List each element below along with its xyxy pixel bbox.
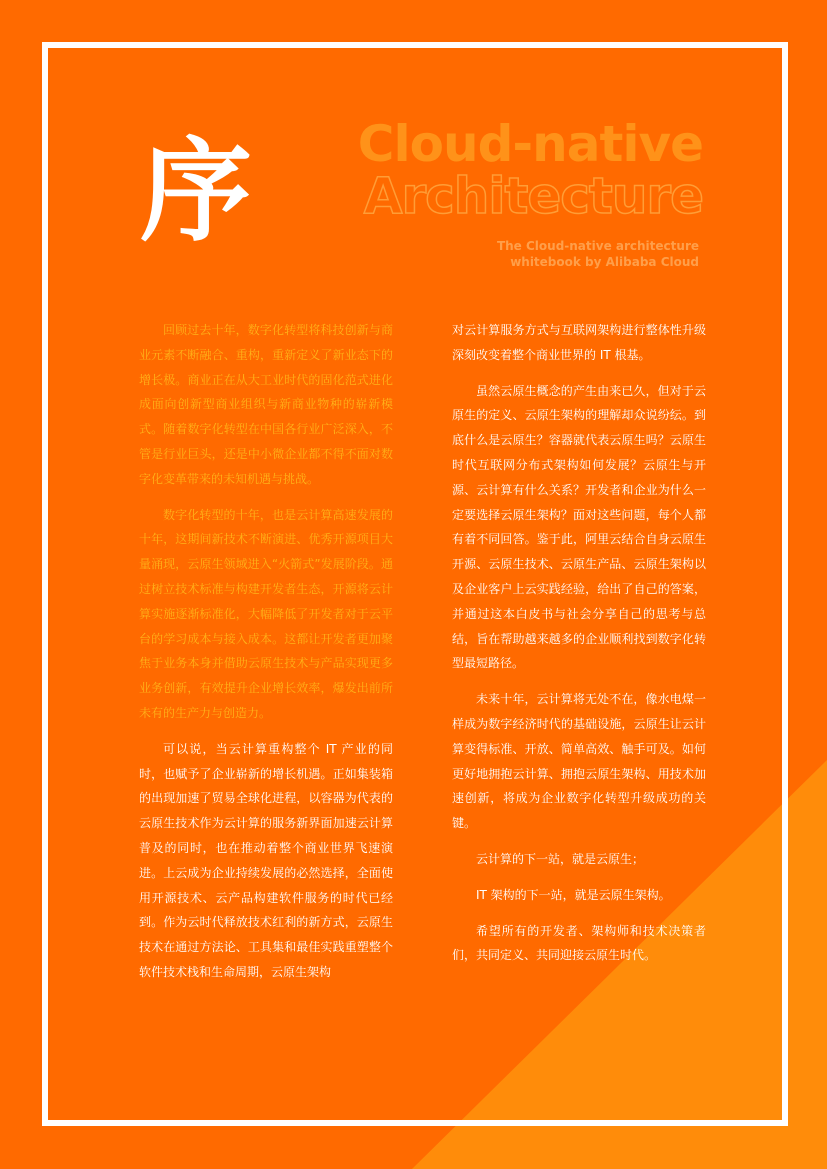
- right-paragraph-4: IT 架构的下一站，就是云原生架构。: [476, 887, 671, 902]
- english-title-line-1: Cloud-native: [357, 115, 703, 173]
- left-text-column: [139, 318, 393, 996]
- left-paragraph-2: 数字化转型的十年，也是云计算高速发展的十年，这期间新技术不断演进、优秀开源项目大量涌现，云原生领域进入“火箭式”发展阶段。通过树立技术标准与构建开发者生态，开源将云计算实施逐渐标准化，大幅降低了开发者对于云平台的学习成本与接入成本。这都让开发者更加聚焦于业务本身并借助云原生技术与产品实现更多业务创新，有效提升企业增长效率，爆发出前所未有的生产力与创造力。: [139, 507, 393, 720]
- english-subtitle-line-2: whitebook by Alibaba Cloud: [510, 255, 699, 269]
- chapter-title-char: 序: [140, 127, 252, 257]
- right-paragraph-5: 希望所有的开发者、架构师和技术决策者们，共同定义、共同迎接云原生时代。: [452, 923, 706, 963]
- right-paragraph-3: 云计算的下一站，就是云原生；: [476, 851, 645, 866]
- right-paragraph-2: 未来十年，云计算将无处不在，像水电煤一样成为数字经济时代的基础设施，云原生让云计算变得标准、开放、简单高效、触手可及。如何更好地拥抱云计算、拥抱云原生架构、用技术加速创新，将成为企业数字化转型升级成功的关键。: [452, 692, 706, 831]
- right-text-column: [452, 318, 706, 979]
- english-subtitle: [497, 238, 699, 270]
- right-paragraph-1: 虽然云原生概念的产生由来已久，但对于云原生的定义、云原生架构的理解却众说纷纭。到底什么是云原生？容器就代表云原生吗？云原生时代互联网分布式架构如何发展？云原生与开源、云计算有什么关系？开发者和企业为什么一定要选择云原生架构？面对这些问题，每个人都有着不同回答。鉴于此，阿里云结合自身云原生开源、云原生技术、云原生产品、云原生架构以及企业客户上云实践经验，给出了自己的答案，并通过这本白皮书与社会分享自己的思考与总结，旨在帮助越来越多的企业顺利找到数字化转型最短路径。: [452, 383, 706, 671]
- left-paragraph-1: 回顾过去十年，数字化转型将科技创新与商业元素不断融合、重构，重新定义了新业态下的增长极。商业正在从大工业时代的固化范式进化成面向创新型商业组织与新商业物种的崭新模式。随着数字化转型在中国各行业广泛深入，不管是行业巨头，还是中小微企业都不得不面对数字化变革带来的未知机遇与挑战。: [139, 323, 393, 486]
- english-title: [357, 115, 703, 225]
- right-paragraph-continuation: 对云计算服务方式与互联网架构进行整体性升级深刻改变着整个商业世界的 IT 根基。: [452, 323, 706, 362]
- english-subtitle-line-1: The Cloud-native architecture: [496, 239, 699, 253]
- left-paragraph-3: 可以说，当云计算重构整个 IT 产业的同时，也赋予了企业崭新的增长机遇。正如集装箱的出现加速了贸易全球化进程，以容器为代表的云原生技术作为云计算的服务新界面加速云计算普及的同时，也在推动着整个商业世界飞速演进。上云成为企业持续发展的必然选择，全面使用开源技术、云产品构建软件服务的时代已经到。作为云时代释放技术红利的新方式，云原生技术在通过方法论、工具集和最佳实践重塑整个软件技术栈和生命周期，云原生架构: [139, 741, 393, 979]
- english-title-line-2: Architecture: [363, 167, 703, 225]
